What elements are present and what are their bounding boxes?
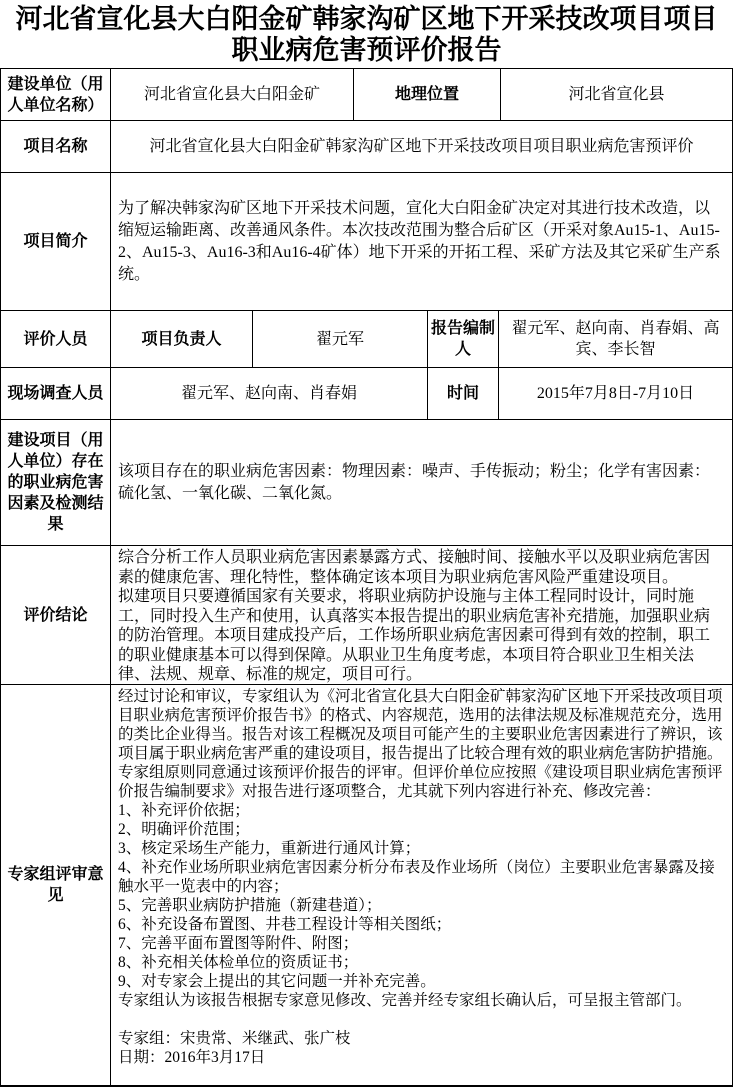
- hazard-factors-text: 该项目存在的职业病危害因素：物理因素：噪声、手传振动；粉尘；化学有害因素：硫化氢、一氧化碳、二氧化氮。: [118, 462, 711, 502]
- site-survey-value: 翟元军、赵向南、肖春娟: [111, 368, 428, 420]
- conclusion-label: 评价结论: [1, 546, 111, 685]
- row-evaluators: [1, 311, 733, 368]
- hazard-factors-value: [111, 420, 733, 546]
- expert-review-closing: 专家组认为该报告根据专家意见修改、完善并经专家组长确认后，可呈报主管部门。: [118, 992, 692, 1009]
- project-leader-value: 翟元军: [253, 311, 428, 368]
- time-value: 2015年7月8日-7月10日: [499, 368, 733, 420]
- row-site-survey: [1, 368, 733, 420]
- expert-review-value: [111, 685, 733, 1087]
- conclusion-value: [111, 546, 733, 685]
- project-intro-text: 为了解决韩家沟矿区地下开采技术问题，宣化大白阳金矿决定对其进行技术改造，以缩短运输距离、改善通风条件。本次技改范围为整合后矿区（开采对象Au15-1、Au15-2、Au15-3、Au16-3和Au16-4矿体）地下开采的开拓工程、采矿方法及其它采矿生产系统。: [118, 199, 721, 283]
- project-name-value: 河北省宣化县大白阳金矿韩家沟矿区地下开采技改项目项目职业病危害预评价: [111, 121, 733, 173]
- row-expert-review: [1, 685, 733, 1087]
- construction-unit-label: 建设单位（用人单位名称）: [1, 69, 111, 121]
- row-project-intro: [1, 173, 733, 311]
- project-name-label: 项目名称: [1, 121, 111, 173]
- review-date: 日期：2016年3月17日: [118, 1049, 266, 1066]
- conclusion-paragraph: 综合分析工作人员职业病危害因素暴露方式、接触时间、接触水平以及职业病危害因素的健康危害、理化特性，整体确定该本项目为职业病危害风险严重建设项目。: [118, 549, 711, 586]
- report-table: [0, 68, 733, 1087]
- expert-review-item: 8、补充相关体检单位的资质证书；: [118, 954, 359, 971]
- expert-review-item: 9、对专家会上提出的其它问题一并补充完善。: [118, 973, 436, 990]
- time-label: 时间: [428, 368, 499, 420]
- row-construction-unit: [1, 69, 733, 121]
- row-hazard-factors: [1, 420, 733, 546]
- expert-review-content: [118, 687, 725, 1067]
- expert-review-item: 4、补充作业场所职业病危害因素分析分布表及作业场所（岗位）主要职业危害暴露及接触水平一览表中的内容；: [118, 859, 715, 895]
- row-project-name: [1, 121, 733, 173]
- row-conclusion: [1, 546, 733, 685]
- expert-review-item: 5、完善职业病防护措施（新建巷道）；: [118, 897, 382, 914]
- expert-review-item: 7、完善平面布置图等附件、附图；: [118, 935, 359, 952]
- conclusion-paragraphs: [118, 548, 725, 685]
- expert-review-item: 3、核定采场生产能力，重新进行通风计算；: [118, 840, 421, 857]
- evaluators-label: 评价人员: [1, 311, 111, 368]
- site-survey-label: 现场调查人员: [1, 368, 111, 420]
- blank-line: [118, 1010, 725, 1029]
- location-label: 地理位置: [354, 69, 501, 121]
- hazard-factors-label: 建设项目（用人单位）存在的职业病危害因素及检测结果: [1, 420, 111, 546]
- expert-review-label: 专家组评审意见: [1, 685, 111, 1087]
- expert-review-item: 1、补充评价依据；: [118, 802, 250, 819]
- project-leader-label: 项目负责人: [111, 311, 253, 368]
- report-writer-label: 报告编制人: [428, 311, 499, 368]
- conclusion-paragraph: 拟建项目只要遵循国家有关要求，将职业病防护设施与主体工程同时设计，同时施工，同时投入生产和使用，认真落实本报告提出的职业病危害补充措施，加强职业病的防治管理。本项目建成投产后，工作场所职业病危害因素可得到有效的控制，职工的职业健康基本可以得到保障。从职业卫生角度考虑，本项目符合职业卫生相关法律、法规、规章、标准的规定，项目可行。: [118, 588, 711, 683]
- page-title: 河北省宣化县大白阳金矿韩家沟矿区地下开采技改项目项目职业病危害预评价报告: [15, 4, 718, 65]
- construction-unit-value: 河北省宣化县大白阳金矿: [111, 69, 354, 121]
- location-value: 河北省宣化县: [501, 69, 733, 121]
- expert-review-item: 6、补充设备布置图、井巷工程设计等相关图纸；: [118, 916, 452, 933]
- expert-group-names: 专家组：宋贵常、米继武、张广枝: [118, 1030, 351, 1047]
- expert-review-intro: 经过讨论和审议，专家组认为《河北省宣化县大白阳金矿韩家沟矿区地下开采技改项目项目职业病危害预评价报告书》的格式、内容规范，选用的法律法规及标准规范充分，选用的类比企业得当。报告对该工程概况及项目可能产生的主要职业危害因素进行了辨识，该项目属于职业病危害严重的建设项目，报告提出了比较合理有效的职业病危害防护措施。专家组原则同意通过该预评价报告的评审。但评价单位应按照《建设项目职业病危害预评价报告编制要求》对报告进行逐项整合，尤其就下列内容进行补充、修改完善：: [118, 688, 723, 800]
- report-writer-value: 翟元军、赵向南、肖春娟、高宾、李长智: [499, 311, 733, 368]
- project-intro-value: [111, 173, 733, 311]
- expert-review-item: 2、明确评价范围；: [118, 821, 250, 838]
- project-intro-label: 项目简介: [1, 173, 111, 311]
